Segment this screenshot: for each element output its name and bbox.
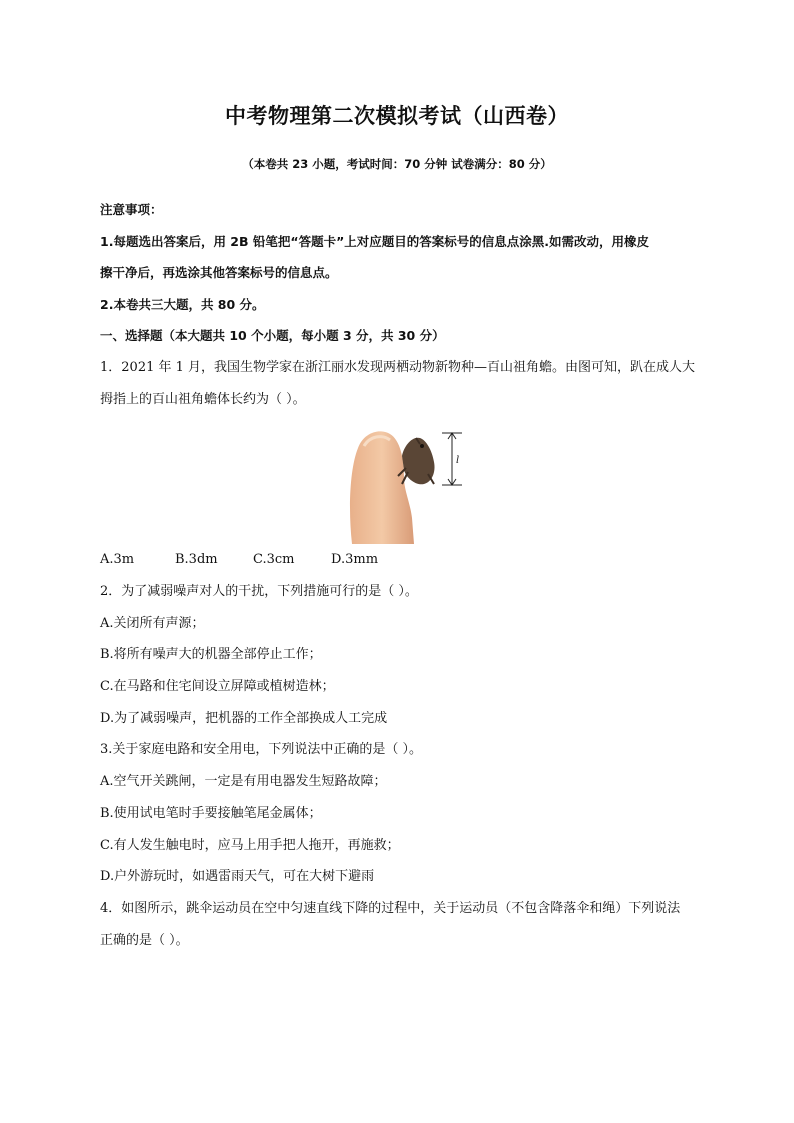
- question-2-option-b: B.将所有噪声大的机器全部停止工作；: [100, 647, 322, 662]
- notice-item-2: 2.本卷共三大题，共 80 分。: [100, 297, 265, 312]
- length-label: l: [456, 455, 460, 466]
- question-3-option-d: D.户外游玩时，如遇雷雨天气，可在大树下避雨: [100, 869, 375, 884]
- exam-subtitle: （本卷共 23 小题，考试时间：70 分钟 试卷满分：80 分）: [242, 157, 552, 171]
- section-1-heading: 一、选择题（本大题共 10 个小题，每小题 3 分，共 30 分）: [100, 328, 445, 343]
- notice-item-1-line-2: 擦干净后，再选涂其他答案标号的信息点。: [100, 265, 338, 280]
- frog-eye: [420, 444, 424, 448]
- exam-title: 中考物理第二次模拟考试（山西卷）: [225, 104, 569, 128]
- question-3-option-b: B.使用试电笔时手要接触笔尾金属体；: [100, 806, 322, 821]
- question-4-line-2: 正确的是（ ）。: [100, 933, 189, 948]
- question-1-option-a: A.3m: [100, 552, 135, 567]
- thumb-frog-figure: [346, 428, 470, 544]
- question-1-line-1: 1．2021 年 1 月，我国生物学家在浙江丽水发现两栖动物新物种—百山祖角蟾。由图可知，趴在成人大: [100, 360, 696, 375]
- question-2-option-d: D.为了减弱噪声，把机器的工作全部换成人工完成: [100, 711, 388, 726]
- question-1-option-d: D.3mm: [331, 552, 379, 567]
- question-2-stem: 2．为了减弱噪声对人的干扰，下列措施可行的是（ ）。: [100, 584, 418, 599]
- question-1-option-c: C.3cm: [253, 552, 295, 567]
- question-3-option-a: A.空气开关跳闸，一定是有用电器发生短路故障；: [100, 774, 387, 789]
- question-2-option-c: C.在马路和住宅间设立屏障或植树造林；: [100, 679, 335, 694]
- thumb-frog-illustration: [346, 428, 470, 544]
- thumb-shape: [350, 431, 414, 544]
- notice-item-1-line-1: 1.每题选出答案后，用 2B 铅笔把“答题卡”上对应题目的答案标号的信息点涂黑.如需改动，用橡皮: [100, 234, 650, 249]
- notice-heading: 注意事项：: [100, 202, 163, 217]
- question-1-option-b: B.3dm: [175, 552, 218, 567]
- question-3-option-c: C.有人发生触电时，应马上用手把人拖开，再施救；: [100, 838, 400, 853]
- question-1-line-2: 拇指上的百山祖角蟾体长约为（ ）。: [100, 392, 306, 407]
- question-1-options: [100, 551, 378, 569]
- question-4-line-1: 4．如图所示，跳伞运动员在空中匀速直线下降的过程中，关于运动员（不包含降落伞和绳）下列说法: [100, 901, 681, 916]
- question-2-option-a: A.关闭所有声源；: [100, 616, 205, 631]
- question-3-stem: 3.关于家庭电路和安全用电，下列说法中正确的是（ ）。: [100, 742, 423, 757]
